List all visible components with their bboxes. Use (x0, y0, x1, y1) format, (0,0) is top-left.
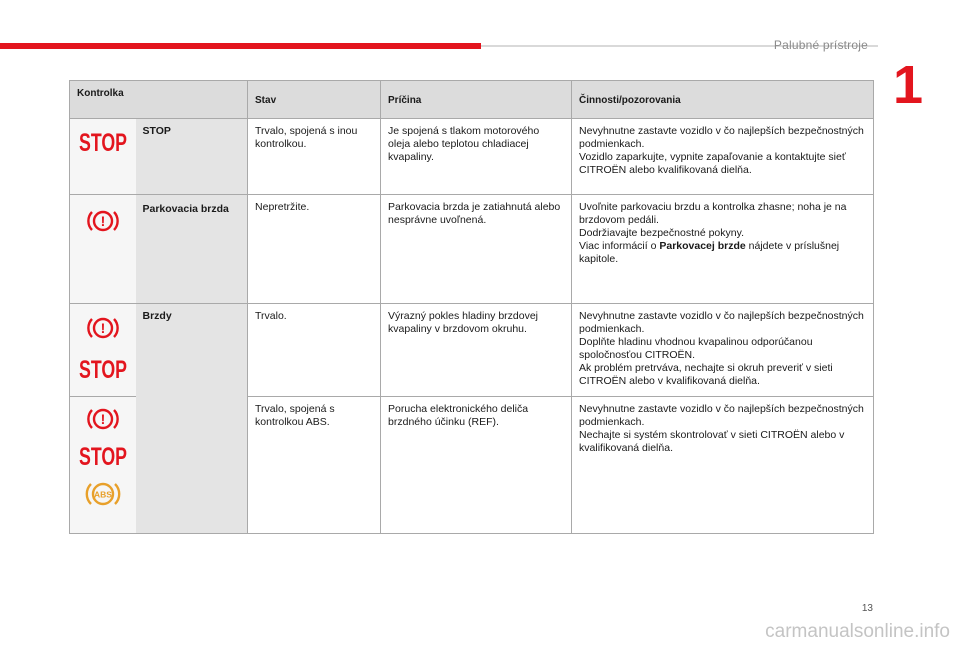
page-number: 13 (861, 603, 873, 614)
warning-lights-table (69, 80, 874, 534)
column-header-cinnosti: Činnosti/pozorovania (572, 81, 874, 119)
svg-text:ABS: ABS (93, 489, 112, 500)
column-header-kontrolka: Kontrolka (70, 81, 248, 119)
cell-pricina: Parkovacia brzda je zatiahnutá alebo nesprávne uvoľnená. (381, 195, 572, 304)
header-accent-bar (0, 43, 481, 49)
cinnosti-text: Uvoľnite parkovaciu brzdu a kontrolka zhasne; noha je na brzdovom pedáli. Dodržiavajte bezpečnostné pokyny. Viac informácií o (579, 201, 847, 252)
column-header-stav: Stav (248, 81, 381, 119)
svg-text:!: ! (100, 213, 106, 229)
cinnosti-line: Nevyhnutne zastavte vozidlo v čo najlepších bezpečnostných podmienkach. Doplňte hladinu vhodnou kvapalinou odporúčanou spoločnosťou CITROËN. Ak problém pretrváva, nechajte si okruh preveriť v sieti CITROËN alebo v kvalifikovaná dielňa. (579, 310, 864, 387)
svg-text:STOP: STOP (78, 356, 127, 384)
cell-stav: Trvalo, spojená s inou kontrolkou. (248, 119, 381, 195)
brake-warning-icon (86, 207, 120, 235)
stop-icon (78, 129, 128, 155)
cinnosti-line: Nevyhnutne zastavte vozidlo v čo najlepších bezpečnostných podmienkach. Vozidlo zaparkujte, vypnite zapaľovanie a kontaktujte sieť CITROËN alebo kvalifikovaná dielňa. (579, 125, 864, 176)
cell-stav: Nepretržite. (248, 195, 381, 304)
indicator-icon-cell (70, 397, 136, 534)
svg-text:!: ! (100, 320, 106, 336)
cell-stav: Trvalo, spojená s kontrolkou ABS. (248, 397, 381, 534)
cinnosti-bold: Parkovacej brzde (659, 240, 746, 252)
brake-warning-icon (86, 405, 120, 433)
indicator-icon-cell (70, 304, 136, 397)
table-header-row (70, 81, 874, 119)
icon-stack (70, 401, 136, 509)
chapter-number: 1 (893, 55, 924, 115)
svg-text:STOP: STOP (78, 443, 127, 471)
table-row (70, 119, 874, 195)
indicator-name: Brzdy (136, 304, 248, 534)
cinnosti-text-end: nájdete v príslušnej kapitole. (579, 240, 840, 265)
cell-cinnosti (572, 119, 874, 195)
cell-cinnosti (572, 304, 874, 397)
indicator-name: Parkovacia brzda (136, 195, 248, 304)
table-row (70, 304, 874, 397)
brake-warning-icon (86, 314, 120, 342)
indicator-name: STOP (136, 119, 248, 195)
cell-pricina: Porucha elektronického deliča brzdného účinku (REF). (381, 397, 572, 534)
indicator-icon-cell (70, 195, 136, 304)
cell-pricina: Je spojená s tlakom motorového oleja alebo teplotou chladiacej kvapaliny. (381, 119, 572, 195)
cell-cinnosti (572, 397, 874, 534)
stop-icon (78, 356, 128, 382)
abs-icon (84, 479, 122, 509)
svg-text:STOP: STOP (78, 129, 127, 157)
cell-stav: Trvalo. (248, 304, 381, 397)
watermark-link[interactable]: carmanualsonline.info (765, 621, 950, 642)
cell-cinnosti (572, 195, 874, 304)
table-row (70, 195, 874, 304)
indicator-icon-cell (70, 119, 136, 195)
column-header-pricina: Príčina (381, 81, 572, 119)
cell-pricina: Výrazný pokles hladiny brzdovej kvapaliny v brzdovom okruhu. (381, 304, 572, 397)
cinnosti-line: Nevyhnutne zastavte vozidlo v čo najlepších bezpečnostných podmienkach. Nechajte si systém skontrolovať v sieti CITROËN alebo v kvalifikovaná dielňa. (579, 403, 864, 454)
stop-icon (78, 443, 128, 469)
icon-stack (70, 308, 136, 382)
svg-text:!: ! (100, 411, 106, 427)
section-title: Palubné prístroje (773, 38, 868, 52)
